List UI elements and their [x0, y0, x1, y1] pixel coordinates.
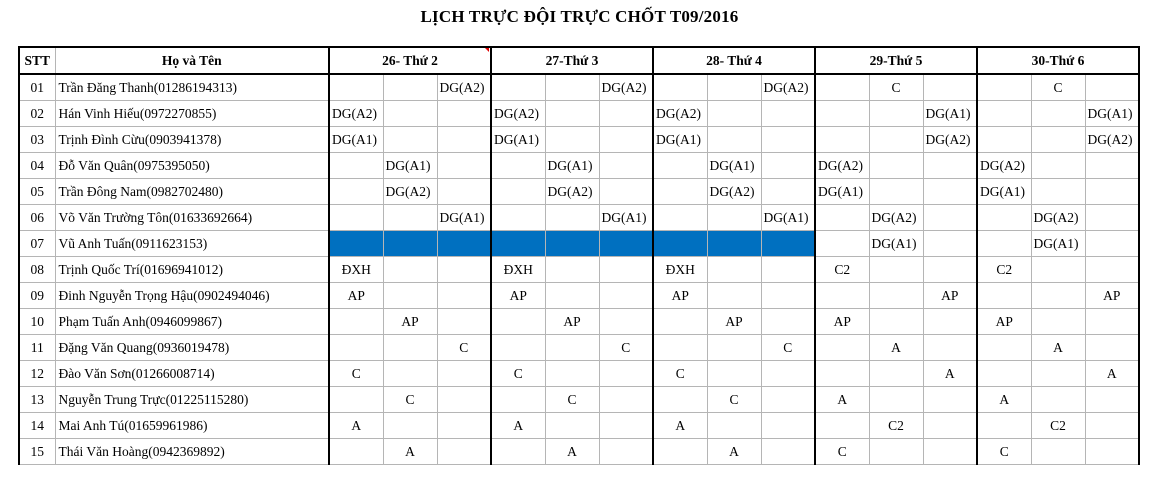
schedule-cell: [1031, 361, 1085, 387]
schedule-cell: DG(A1): [815, 179, 869, 205]
schedule-cell: [1085, 413, 1139, 439]
schedule-cell: DG(A1): [329, 127, 383, 153]
schedule-cell: A: [653, 413, 707, 439]
schedule-cell: C: [329, 361, 383, 387]
row-name: Trần Đăng Thanh(01286194313): [55, 74, 329, 101]
schedule-cell: [977, 205, 1031, 231]
row-stt: 15: [19, 439, 55, 465]
schedule-cell: [707, 335, 761, 361]
schedule-cell: DG(A2): [491, 101, 545, 127]
schedule-cell: [383, 361, 437, 387]
schedule-cell: [437, 387, 491, 413]
schedule-cell: [329, 179, 383, 205]
row-name: Đào Văn Sơn(01266008714): [55, 361, 329, 387]
schedule-cell: [653, 387, 707, 413]
table-row: [19, 257, 1139, 283]
schedule-cell: [923, 387, 977, 413]
row-stt: 05: [19, 179, 55, 205]
schedule-cell: ĐXH: [491, 257, 545, 283]
schedule-cell: [1085, 231, 1139, 257]
schedule-cell: [437, 153, 491, 179]
schedule-cell: [329, 153, 383, 179]
schedule-cell: DG(A2): [923, 127, 977, 153]
schedule-cell: [383, 335, 437, 361]
schedule-cell: [383, 283, 437, 309]
schedule-cell: AP: [383, 309, 437, 335]
header-stt: STT: [19, 47, 55, 74]
table-row: [19, 153, 1139, 179]
schedule-cell: [815, 101, 869, 127]
schedule-cell: AP: [977, 309, 1031, 335]
schedule-cell: [545, 413, 599, 439]
schedule-cell: [707, 74, 761, 101]
schedule-cell: AP: [329, 283, 383, 309]
schedule-cell: DG(A1): [977, 179, 1031, 205]
highlighted-cell: [599, 231, 653, 257]
schedule-cell: [1085, 387, 1139, 413]
row-name: Đinh Nguyễn Trọng Hậu(0902494046): [55, 283, 329, 309]
schedule-cell: DG(A2): [815, 153, 869, 179]
schedule-cell: [977, 283, 1031, 309]
schedule-cell: [329, 309, 383, 335]
schedule-cell: DG(A2): [1031, 205, 1085, 231]
schedule-cell: [869, 127, 923, 153]
schedule-cell: C: [437, 335, 491, 361]
schedule-cell: [437, 309, 491, 335]
schedule-cell: [491, 335, 545, 361]
schedule-cell: [869, 439, 923, 465]
table-row: [19, 74, 1139, 101]
schedule-cell: [491, 74, 545, 101]
schedule-cell: C: [815, 439, 869, 465]
header-name: Họ và Tên: [55, 47, 329, 74]
table-row: [19, 179, 1139, 205]
schedule-cell: DG(A1): [923, 101, 977, 127]
schedule-cell: A: [329, 413, 383, 439]
row-name: Đặng Văn Quang(0936019478): [55, 335, 329, 361]
row-name: Mai Anh Tú(01659961986): [55, 413, 329, 439]
schedule-cell: C2: [869, 413, 923, 439]
schedule-cell: [923, 257, 977, 283]
row-name: Phạm Tuấn Anh(0946099867): [55, 309, 329, 335]
schedule-cell: [437, 413, 491, 439]
schedule-cell: [383, 101, 437, 127]
schedule-cell: [761, 439, 815, 465]
schedule-cell: DG(A2): [383, 179, 437, 205]
schedule-cell: A: [923, 361, 977, 387]
schedule-cell: DG(A2): [1085, 127, 1139, 153]
schedule-cell: [383, 257, 437, 283]
schedule-cell: [977, 361, 1031, 387]
schedule-cell: A: [1085, 361, 1139, 387]
schedule-cell: [1085, 335, 1139, 361]
schedule-cell: [599, 283, 653, 309]
schedule-cell: C: [977, 439, 1031, 465]
schedule-cell: [599, 439, 653, 465]
schedule-cell: [1085, 257, 1139, 283]
schedule-cell: [1085, 179, 1139, 205]
row-name: Nguyễn Trung Trực(01225115280): [55, 387, 329, 413]
schedule-cell: [1085, 439, 1139, 465]
schedule-cell: [707, 413, 761, 439]
table-row: [19, 205, 1139, 231]
schedule-cell: [761, 283, 815, 309]
schedule-cell: [653, 179, 707, 205]
table-row: [19, 283, 1139, 309]
row-name: Đỗ Văn Quân(0975395050): [55, 153, 329, 179]
schedule-cell: [869, 257, 923, 283]
schedule-cell: AP: [653, 283, 707, 309]
schedule-cell: [923, 231, 977, 257]
row-stt: 09: [19, 283, 55, 309]
row-name: Trịnh Đình Cừu(0903941378): [55, 127, 329, 153]
header-day-26: 26- Thứ 2: [329, 47, 491, 74]
row-stt: 01: [19, 74, 55, 101]
schedule-cell: DG(A1): [761, 205, 815, 231]
schedule-cell: [329, 205, 383, 231]
schedule-cell: [653, 205, 707, 231]
schedule-cell: [437, 257, 491, 283]
schedule-cell: [1085, 153, 1139, 179]
schedule-cell: [437, 439, 491, 465]
schedule-cell: [1031, 387, 1085, 413]
schedule-cell: [977, 127, 1031, 153]
schedule-cell: [653, 439, 707, 465]
schedule-cell: [599, 413, 653, 439]
schedule-cell: AP: [491, 283, 545, 309]
header-day-28: 28- Thứ 4: [653, 47, 815, 74]
schedule-cell: [1031, 283, 1085, 309]
schedule-cell: [761, 153, 815, 179]
schedule-cell: [707, 205, 761, 231]
schedule-cell: [545, 127, 599, 153]
row-stt: 14: [19, 413, 55, 439]
schedule-cell: C2: [815, 257, 869, 283]
schedule-cell: [761, 309, 815, 335]
schedule-cell: [761, 387, 815, 413]
schedule-cell: C: [491, 361, 545, 387]
schedule-cell: [1085, 74, 1139, 101]
schedule-cell: [491, 153, 545, 179]
schedule-cell: AP: [815, 309, 869, 335]
row-name: Võ Văn Trường Tôn(01633692664): [55, 205, 329, 231]
table-row: [19, 413, 1139, 439]
schedule-cell: [599, 153, 653, 179]
schedule-cell: [923, 439, 977, 465]
schedule-cell: [329, 439, 383, 465]
schedule-cell: [923, 413, 977, 439]
schedule-cell: [977, 101, 1031, 127]
schedule-cell: [761, 361, 815, 387]
schedule-cell: [545, 283, 599, 309]
row-stt: 13: [19, 387, 55, 413]
row-stt: 11: [19, 335, 55, 361]
schedule-cell: DG(A1): [599, 205, 653, 231]
schedule-cell: [815, 335, 869, 361]
schedule-cell: [383, 413, 437, 439]
schedule-cell: [815, 127, 869, 153]
schedule-cell: [869, 153, 923, 179]
row-stt: 04: [19, 153, 55, 179]
schedule-cell: [761, 179, 815, 205]
schedule-cell: [545, 257, 599, 283]
schedule-cell: [815, 361, 869, 387]
schedule-cell: [383, 127, 437, 153]
schedule-cell: [383, 205, 437, 231]
schedule-cell: [977, 74, 1031, 101]
schedule-cell: C: [383, 387, 437, 413]
schedule-cell: AP: [707, 309, 761, 335]
row-stt: 12: [19, 361, 55, 387]
row-name: Thái Văn Hoàng(0942369892): [55, 439, 329, 465]
schedule-cell: [1031, 101, 1085, 127]
schedule-cell: DG(A1): [869, 231, 923, 257]
schedule-cell: C: [869, 74, 923, 101]
schedule-cell: C: [707, 387, 761, 413]
table-row: [19, 127, 1139, 153]
schedule-cell: DG(A1): [1085, 101, 1139, 127]
header-day-30: 30-Thứ 6: [977, 47, 1139, 74]
duty-schedule-table: [18, 46, 1140, 465]
schedule-cell: C2: [1031, 413, 1085, 439]
schedule-cell: [1031, 439, 1085, 465]
row-stt: 08: [19, 257, 55, 283]
schedule-cell: [869, 387, 923, 413]
schedule-cell: A: [1031, 335, 1085, 361]
schedule-cell: DG(A2): [761, 74, 815, 101]
table-row: [19, 309, 1139, 335]
schedule-cell: DG(A1): [437, 205, 491, 231]
schedule-cell: [707, 361, 761, 387]
schedule-cell: DG(A2): [437, 74, 491, 101]
schedule-cell: DG(A1): [383, 153, 437, 179]
schedule-cell: ĐXH: [653, 257, 707, 283]
schedule-cell: [707, 283, 761, 309]
schedule-cell: [437, 127, 491, 153]
schedule-cell: C: [653, 361, 707, 387]
row-stt: 02: [19, 101, 55, 127]
schedule-cell: [923, 335, 977, 361]
schedule-cell: [599, 361, 653, 387]
row-stt: 06: [19, 205, 55, 231]
schedule-cell: [1031, 257, 1085, 283]
schedule-cell: [815, 231, 869, 257]
row-name: Trịnh Quốc Trí(01696941012): [55, 257, 329, 283]
table-row: [19, 335, 1139, 361]
schedule-cell: C: [761, 335, 815, 361]
highlighted-cell: [707, 231, 761, 257]
highlighted-cell: [761, 231, 815, 257]
schedule-cell: [599, 387, 653, 413]
schedule-cell: [761, 101, 815, 127]
schedule-cell: [653, 335, 707, 361]
schedule-cell: [869, 283, 923, 309]
schedule-cell: [491, 205, 545, 231]
schedule-cell: [815, 74, 869, 101]
schedule-cell: [437, 361, 491, 387]
schedule-cell: DG(A1): [1031, 231, 1085, 257]
schedule-cell: [491, 179, 545, 205]
schedule-cell: [707, 101, 761, 127]
schedule-cell: [1031, 153, 1085, 179]
schedule-cell: AP: [545, 309, 599, 335]
schedule-cell: A: [491, 413, 545, 439]
schedule-cell: [545, 335, 599, 361]
schedule-cell: A: [545, 439, 599, 465]
schedule-cell: DG(A1): [545, 153, 599, 179]
table-row: [19, 101, 1139, 127]
schedule-cell: [545, 361, 599, 387]
schedule-cell: [977, 335, 1031, 361]
header-day-29: 29-Thứ 5: [815, 47, 977, 74]
schedule-cell: DG(A2): [599, 74, 653, 101]
schedule-cell: [1085, 205, 1139, 231]
schedule-cell: [923, 153, 977, 179]
schedule-cell: [977, 231, 1031, 257]
schedule-cell: C2: [977, 257, 1031, 283]
schedule-cell: [923, 205, 977, 231]
schedule-cell: DG(A2): [869, 205, 923, 231]
schedule-cell: [815, 205, 869, 231]
schedule-cell: A: [869, 335, 923, 361]
schedule-cell: [869, 179, 923, 205]
schedule-cell: [599, 309, 653, 335]
highlighted-cell: [437, 231, 491, 257]
schedule-cell: [437, 101, 491, 127]
schedule-cell: [383, 74, 437, 101]
schedule-cell: [923, 179, 977, 205]
schedule-cell: AP: [923, 283, 977, 309]
schedule-cell: [491, 309, 545, 335]
page-title: LỊCH TRỰC ĐỘI TRỰC CHỐT T09/2016: [420, 7, 739, 26]
schedule-cell: DG(A1): [707, 153, 761, 179]
schedule-cell: [329, 335, 383, 361]
schedule-cell: A: [977, 387, 1031, 413]
schedule-cell: [1031, 179, 1085, 205]
row-stt: 07: [19, 231, 55, 257]
schedule-cell: [1031, 309, 1085, 335]
schedule-cell: C: [545, 387, 599, 413]
highlighted-cell: [545, 231, 599, 257]
schedule-body: [19, 74, 1139, 465]
schedule-cell: [923, 309, 977, 335]
schedule-cell: [815, 283, 869, 309]
row-stt: 10: [19, 309, 55, 335]
schedule-cell: [653, 309, 707, 335]
schedule-cell: [653, 74, 707, 101]
row-name: Trần Đông Nam(0982702480): [55, 179, 329, 205]
schedule-cell: [923, 74, 977, 101]
schedule-cell: [761, 257, 815, 283]
schedule-cell: [545, 74, 599, 101]
schedule-cell: DG(A2): [707, 179, 761, 205]
schedule-cell: DG(A2): [653, 101, 707, 127]
schedule-cell: [545, 101, 599, 127]
table-row: [19, 439, 1139, 465]
schedule-cell: DG(A2): [329, 101, 383, 127]
schedule-cell: [599, 257, 653, 283]
header-row: [19, 47, 1139, 74]
schedule-cell: [545, 205, 599, 231]
highlighted-cell: [383, 231, 437, 257]
highlighted-cell: [329, 231, 383, 257]
schedule-cell: [869, 309, 923, 335]
header-day-27: 27-Thứ 3: [491, 47, 653, 74]
schedule-cell: [707, 257, 761, 283]
schedule-cell: DG(A2): [545, 179, 599, 205]
schedule-cell: [329, 387, 383, 413]
row-name: Vũ Anh Tuấn(0911623153): [55, 231, 329, 257]
schedule-cell: [1085, 309, 1139, 335]
schedule-cell: [815, 413, 869, 439]
schedule-cell: [329, 74, 383, 101]
schedule-cell: [491, 439, 545, 465]
schedule-cell: DG(A1): [491, 127, 545, 153]
schedule-cell: ĐXH: [329, 257, 383, 283]
highlighted-cell: [491, 231, 545, 257]
table-row: [19, 361, 1139, 387]
schedule-cell: [761, 413, 815, 439]
schedule-cell: C: [599, 335, 653, 361]
schedule-cell: A: [815, 387, 869, 413]
schedule-cell: [707, 127, 761, 153]
schedule-cell: [1031, 127, 1085, 153]
schedule-cell: [437, 179, 491, 205]
schedule-cell: [491, 387, 545, 413]
schedule-cell: [599, 179, 653, 205]
schedule-cell: [869, 101, 923, 127]
schedule-cell: AP: [1085, 283, 1139, 309]
schedule-cell: [977, 413, 1031, 439]
row-name: Hán Vinh Hiếu(0972270855): [55, 101, 329, 127]
table-row: [19, 231, 1139, 257]
row-stt: 03: [19, 127, 55, 153]
schedule-cell: [653, 153, 707, 179]
schedule-cell: [599, 127, 653, 153]
schedule-cell: [437, 283, 491, 309]
schedule-cell: DG(A1): [653, 127, 707, 153]
table-row: [19, 387, 1139, 413]
schedule-cell: [869, 361, 923, 387]
highlighted-cell: [653, 231, 707, 257]
schedule-cell: A: [707, 439, 761, 465]
schedule-cell: C: [1031, 74, 1085, 101]
schedule-cell: A: [383, 439, 437, 465]
schedule-cell: [761, 127, 815, 153]
schedule-cell: [599, 101, 653, 127]
schedule-cell: DG(A2): [977, 153, 1031, 179]
